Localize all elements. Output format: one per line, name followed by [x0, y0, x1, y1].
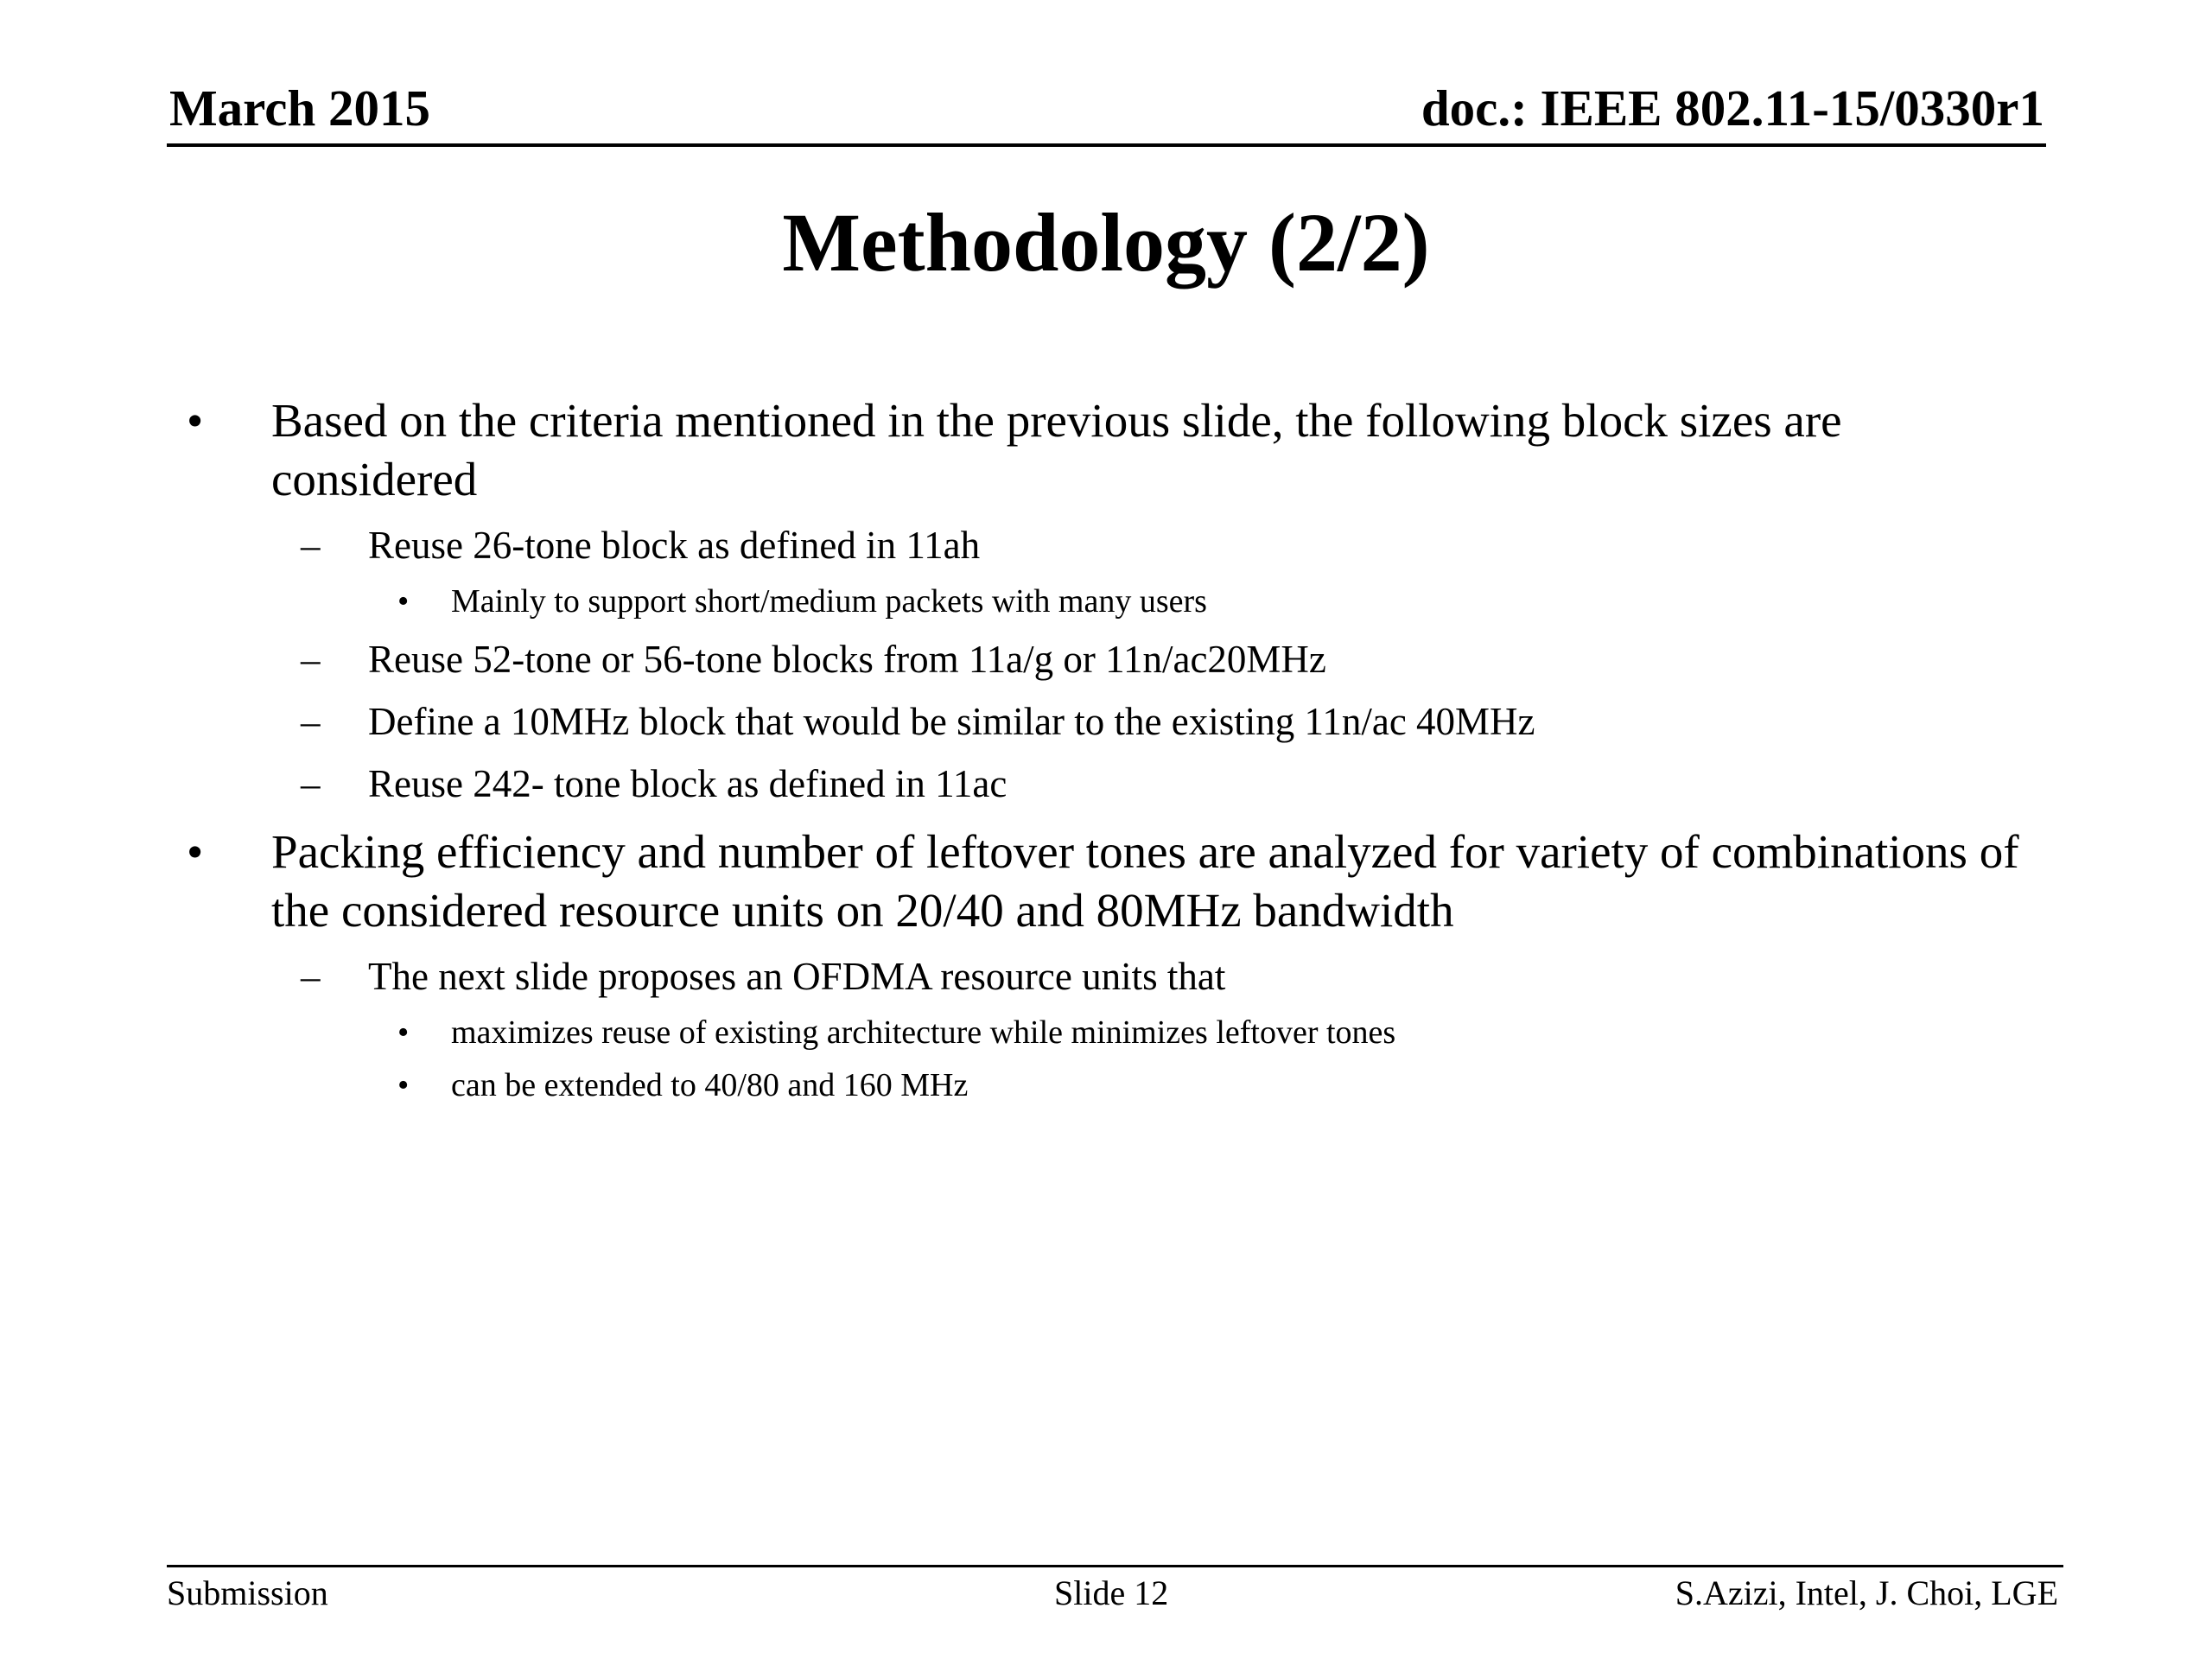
- dash-marker: –: [301, 638, 321, 681]
- bullet-text: the considered resource units on 20/40 and 80MHz bandwidth: [271, 884, 1454, 937]
- bullet-marker: •: [397, 583, 410, 620]
- dash-marker: –: [301, 955, 321, 998]
- sub-bullet-text: Define a 10MHz block that would be similar to the existing 11n/ac 40MHz: [368, 700, 1535, 743]
- sub-sub-bullet-text: maximizes reuse of existing architecture while minimizes leftover tones: [451, 1014, 1396, 1051]
- sub-bullet-text: Reuse 52-tone or 56-tone blocks from 11a/g or 11n/ac20MHz: [368, 638, 1326, 681]
- sub-sub-bullet-text: Mainly to support short/medium packets with many users: [451, 583, 1207, 620]
- bullet-text: considered: [271, 453, 478, 505]
- bullet-marker: •: [397, 1067, 410, 1103]
- sub-bullet-text: Reuse 242- tone block as defined in 11ac: [368, 762, 1007, 805]
- header-divider: [167, 143, 2046, 147]
- bullet-marker: •: [187, 394, 204, 447]
- footer-authors: S.Azizi, Intel, J. Choi, LGE: [1675, 1573, 2058, 1612]
- header-doc-id: doc.: IEEE 802.11-15/0330r1: [1421, 79, 2044, 137]
- bullet-text: Based on the criteria mentioned in the previous slide, the following block sizes are: [271, 394, 1842, 447]
- footer-divider: [167, 1565, 2063, 1567]
- footer-slide-number: Slide 12: [1054, 1573, 1169, 1612]
- bullet-marker: •: [397, 1014, 410, 1051]
- sub-bullet-text: Reuse 26-tone block as defined in 11ah: [368, 524, 981, 567]
- dash-marker: –: [301, 524, 321, 567]
- sub-bullet-text: The next slide proposes an OFDMA resource units that: [368, 955, 1226, 998]
- header-date: March 2015: [169, 79, 431, 137]
- sub-sub-bullet-text: can be extended to 40/80 and 160 MHz: [451, 1067, 969, 1103]
- slide-title: Methodology (2/2): [782, 196, 1430, 289]
- footer-submission: Submission: [167, 1573, 328, 1612]
- dash-marker: –: [301, 700, 321, 743]
- dash-marker: –: [301, 762, 321, 805]
- bullet-marker: •: [187, 825, 204, 878]
- bullet-text: Packing efficiency and number of leftover tones are analyzed for variety of combinations of: [271, 825, 2019, 878]
